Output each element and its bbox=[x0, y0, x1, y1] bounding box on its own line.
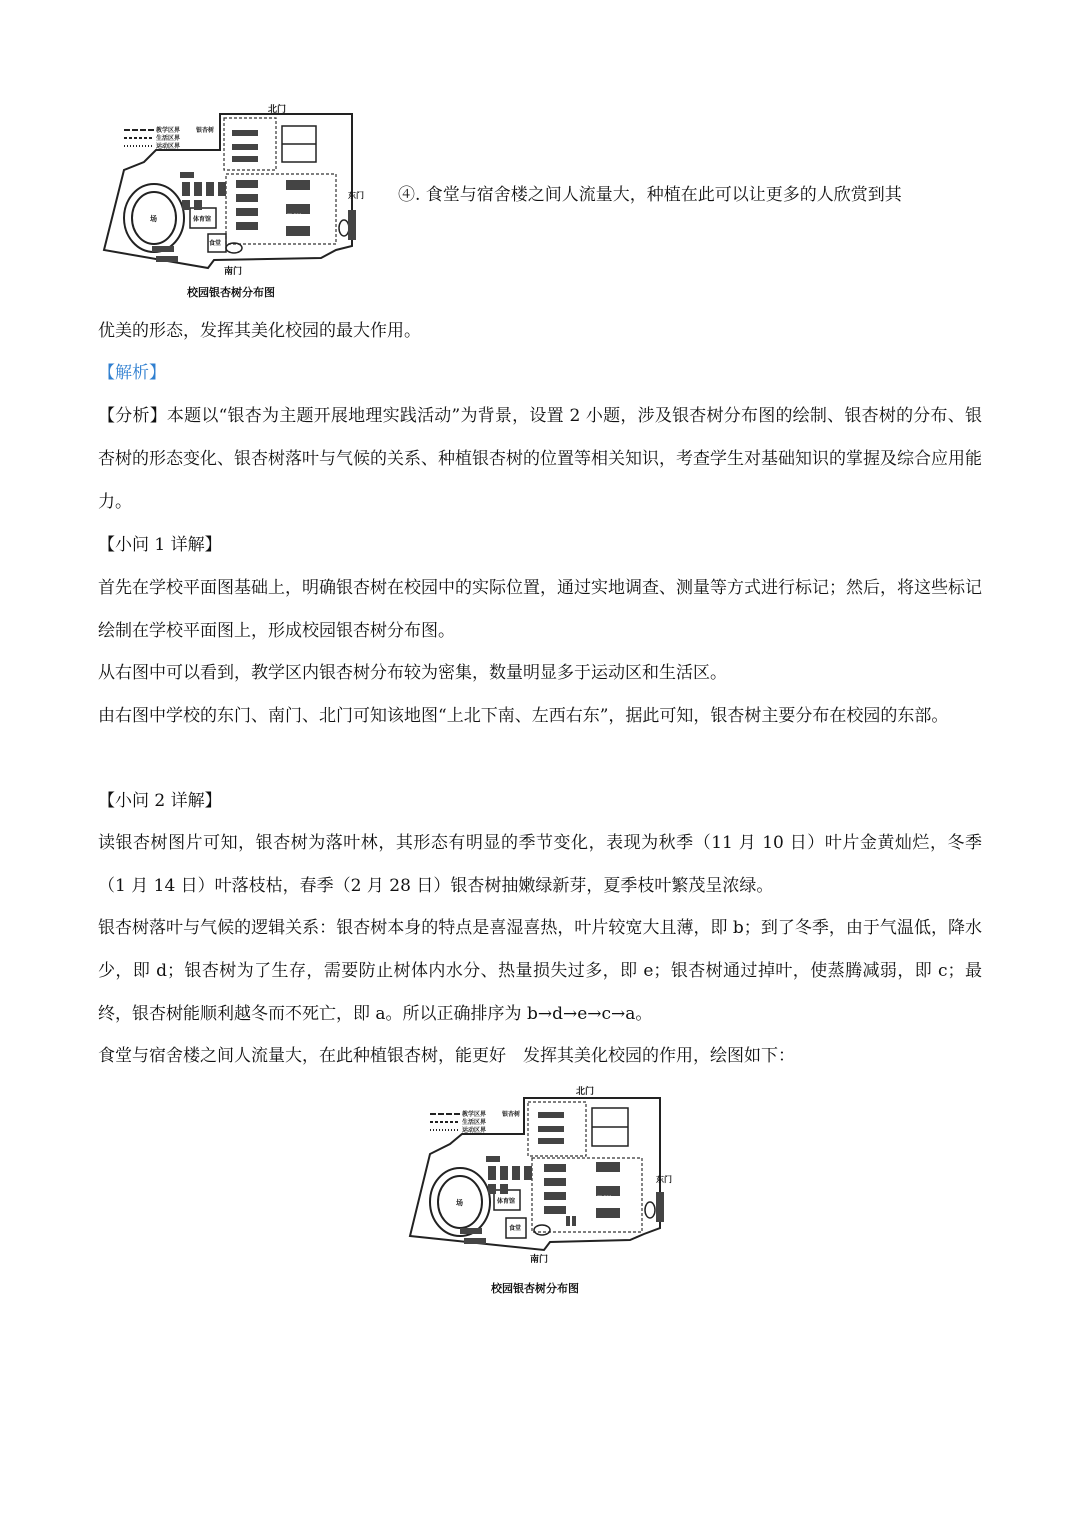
south-gate-label-2: 南门 bbox=[530, 1255, 549, 1265]
canteen-label: 食堂 bbox=[209, 240, 222, 247]
q2-paragraph-3: 食堂与宿舍楼之间人流量大，在此种植银杏树，能更好 发挥其美化校园的作用，绘图如下： bbox=[98, 1046, 795, 1066]
q2-paragraph-2: 银杏树落叶与气候的逻辑关系：银杏树本身的特点是喜湿喜热，叶片较宽大且薄，即 b；到了冬季，由于气温低，降水少，即 d；银杏树为了生存，需要防止树体内水分、热量损失过多，即 e；银杏树通过掉叶，使蒸腾减弱，即 c；最终，银杏树能顺利越冬而不死亡，即 a。所以正确排序为 b→d→e→c→a。 bbox=[98, 918, 982, 1024]
legend-living-2: 生活区界 bbox=[462, 1119, 487, 1126]
south-gate-label: 南门 bbox=[224, 267, 243, 277]
legend-teaching: 教学区界 bbox=[156, 127, 181, 134]
jiexi-heading: 【解析】 bbox=[98, 363, 166, 383]
q1-paragraph-1: 首先在学校平面图基础上，明确银杏树在校园中的实际位置，通过实地调查、测量等方式进行标记；然后，将这些标记绘制在学校平面图上，形成校园银杏树分布图。 bbox=[98, 578, 982, 641]
legend-sports-2: 运动区界 bbox=[462, 1127, 487, 1134]
gym-label: 体育馆 bbox=[193, 216, 212, 223]
legend-sports: 运动区界 bbox=[156, 143, 181, 150]
north-gate-label-2: 北门 bbox=[576, 1087, 595, 1097]
east-gate-label: 东门 bbox=[348, 191, 364, 200]
campus-map-2 bbox=[400, 1078, 670, 1298]
q2-paragraph-1: 读银杏树图片可知，银杏树为落叶林，其形态有明显的季节变化，表现为秋季（11 月 10 日）叶片金黄灿烂，冬季（1 月 14 日）叶落枝枯，春季（2 月 28 日）银杏树抽嫩绿新芽，夏季枝叶繁茂呈浓绿。 bbox=[98, 833, 982, 896]
fenxi-paragraph: 【分析】本题以“银杏为主题开展地理实践活动”为背景，设置 2 小题，涉及银杏树分布图的绘制、银杏树的分布、银杏树的形态变化、银杏树落叶与气候的关系、种植银杏树的位置等相关知识，考查学生对基础知识的掌握及综合应用能力。 bbox=[98, 406, 982, 512]
field-label: 场 bbox=[150, 215, 157, 223]
legend-ginkgo: 银杏树 bbox=[196, 127, 215, 134]
north-gate-label: 北门 bbox=[268, 105, 287, 115]
campus-map-drawing bbox=[96, 100, 366, 280]
library-label-2: 图书馆 bbox=[597, 1196, 613, 1202]
legend-ginkgo-2: 银杏树 bbox=[502, 1111, 521, 1118]
map-caption-2: 校园银杏树分布图 bbox=[491, 1282, 579, 1295]
answer4-line2: 优美的形态，发挥其美化校园的最大作用。 bbox=[98, 321, 421, 341]
q1-paragraph-3: 由右图中学校的东门、南门、北门可知该地图“上北下南、左西右东”，据此可知，银杏树主要分布在校园的东部。 bbox=[98, 706, 949, 726]
campus-map-1 bbox=[96, 100, 366, 300]
q1-heading: 【小问 1 详解】 bbox=[98, 535, 222, 555]
q1-paragraph-2: 从右图中可以看到，教学区内银杏树分布较为密集，数量明显多于运动区和生活区。 bbox=[98, 663, 727, 683]
field-label-2: 场 bbox=[456, 1199, 463, 1207]
legend-living: 生活区界 bbox=[156, 135, 181, 142]
gym-label-2: 体育馆 bbox=[497, 1198, 516, 1205]
q2-heading: 【小问 2 详解】 bbox=[98, 791, 222, 811]
east-gate-label-2: 东门 bbox=[656, 1175, 672, 1184]
canteen-label-2: 食堂 bbox=[509, 1225, 522, 1232]
library-label: 图书馆 bbox=[287, 214, 303, 220]
campus-map-drawing-2 bbox=[400, 1078, 670, 1278]
legend-teaching-2: 教学区界 bbox=[462, 1111, 487, 1118]
map-caption: 校园银杏树分布图 bbox=[187, 286, 275, 299]
answer4-line1: ④. 食堂与宿舍楼之间人流量大，种植在此可以让更多的人欣赏到其 bbox=[398, 185, 902, 205]
